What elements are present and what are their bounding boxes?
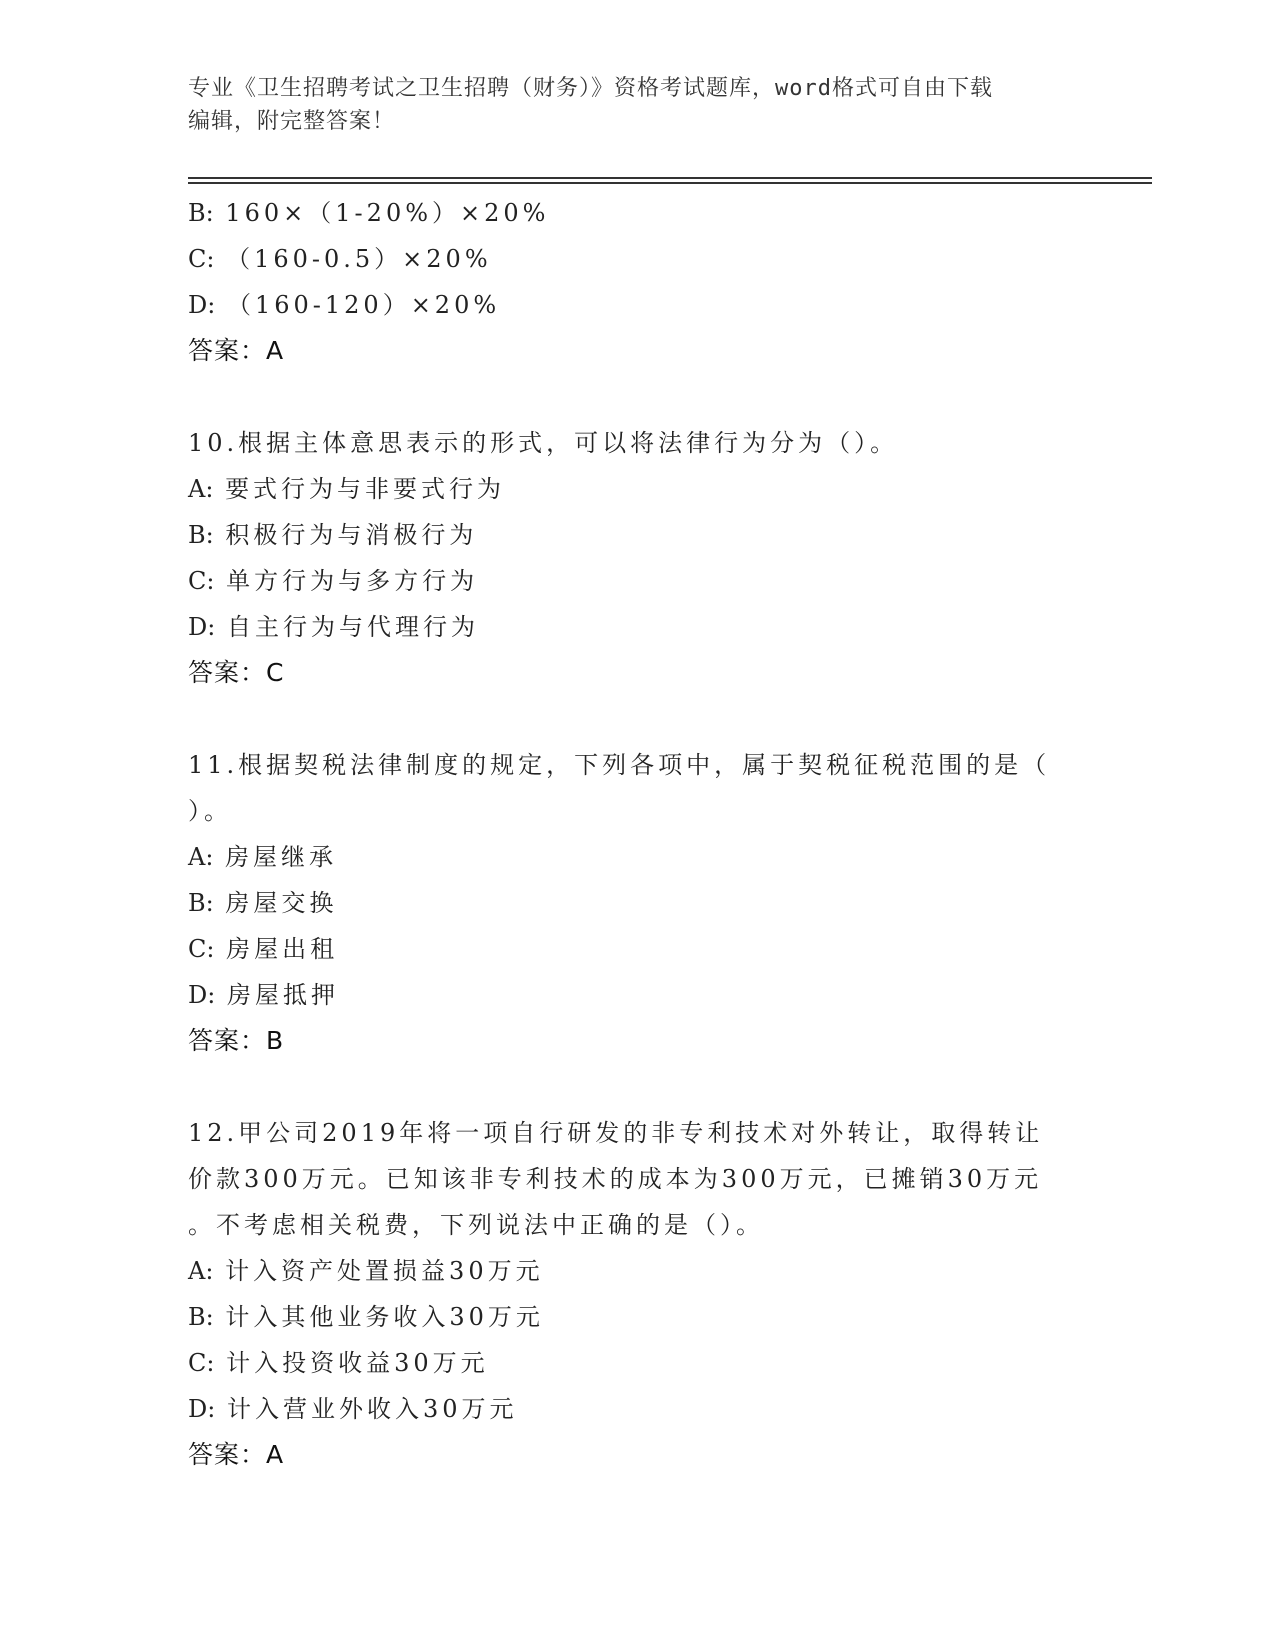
answer-line: 答案：C (188, 658, 285, 687)
spacer (188, 374, 1088, 420)
option-d (188, 282, 1088, 328)
option-text: 积极行为与消极行为 (225, 521, 478, 549)
spacer (188, 1064, 1088, 1110)
header-divider-top (188, 177, 1152, 179)
option-label: B: (188, 889, 214, 917)
option-label: B: (188, 521, 214, 549)
question-stem (188, 742, 1088, 834)
question-11 (188, 742, 1088, 1064)
option-text: 计入投资收益30万元 (226, 1349, 489, 1377)
header-line-1: 专业《卫生招聘考试之卫生招聘（财务）》资格考试题库，word格式可自由下载 (188, 76, 993, 101)
option-label: A: (188, 843, 214, 871)
option-text: （160-120）×20% (226, 291, 501, 319)
option-text: 计入其他业务收入30万元 (225, 1303, 544, 1331)
stem-line: ）。 (188, 797, 232, 825)
question-content (188, 190, 1088, 1478)
option-d (188, 1386, 1088, 1432)
option-label: A: (188, 1257, 214, 1285)
option-b (188, 880, 1088, 926)
option-b (188, 512, 1088, 558)
option-label: D: (188, 291, 216, 319)
question-9-tail (188, 190, 1088, 374)
option-label: C: (188, 935, 215, 963)
question-stem (188, 1110, 1088, 1248)
question-10 (188, 420, 1088, 696)
option-label: D: (188, 1395, 216, 1423)
option-a (188, 1248, 1088, 1294)
answer-line: 答案：B (188, 1026, 285, 1055)
option-text: 要式行为与非要式行为 (225, 475, 506, 503)
option-b (188, 1294, 1088, 1340)
option-text: 160×（1-20%）×20% (225, 199, 550, 227)
option-label: C: (188, 245, 215, 273)
spacer (188, 696, 1088, 742)
option-d (188, 972, 1088, 1018)
option-b (188, 190, 1088, 236)
stem-line: 10.根据主体意思表示的形式，可以将法律行为分为（）。 (188, 429, 899, 457)
option-label: B: (188, 199, 214, 227)
option-d (188, 604, 1088, 650)
option-text: 房屋继承 (225, 843, 338, 871)
option-label: D: (188, 981, 216, 1009)
option-text: 房屋出租 (226, 935, 339, 963)
header-line-2: 编辑，附完整答案！ (188, 109, 396, 134)
option-text: 计入营业外收入30万元 (226, 1395, 518, 1423)
stem-line: 12.甲公司2019年将一项自行研发的非专利技术对外转让，取得转让 (188, 1119, 1044, 1147)
header-divider-bottom (188, 182, 1152, 184)
option-label: B: (188, 1303, 214, 1331)
option-label: D: (188, 613, 216, 641)
option-a (188, 466, 1088, 512)
answer-line: 答案：A (188, 1440, 285, 1469)
option-c (188, 926, 1088, 972)
option-text: 房屋交换 (225, 889, 338, 917)
stem-line: 。不考虑相关税费，下列说法中正确的是（）。 (188, 1211, 764, 1239)
answer-line: 答案：A (188, 336, 285, 365)
option-label: C: (188, 567, 215, 595)
option-a (188, 834, 1088, 880)
question-stem (188, 420, 1088, 466)
option-c (188, 1340, 1088, 1386)
document-header (188, 72, 1088, 138)
option-text: 单方行为与多方行为 (226, 567, 479, 595)
question-12 (188, 1110, 1088, 1478)
stem-line: 11.根据契税法律制度的规定，下列各项中，属于契税征税范围的是（ (188, 751, 1051, 779)
option-text: 房屋抵押 (226, 981, 339, 1009)
option-label: A: (188, 475, 214, 503)
option-label: C: (188, 1349, 215, 1377)
option-c (188, 236, 1088, 282)
option-text: 自主行为与代理行为 (226, 613, 479, 641)
option-text: （160-0.5）×20% (226, 245, 492, 273)
option-c (188, 558, 1088, 604)
stem-line: 价款300万元。已知该非专利技术的成本为300万元，已摊销30万元 (188, 1165, 1043, 1193)
option-text: 计入资产处置损益30万元 (225, 1257, 544, 1285)
